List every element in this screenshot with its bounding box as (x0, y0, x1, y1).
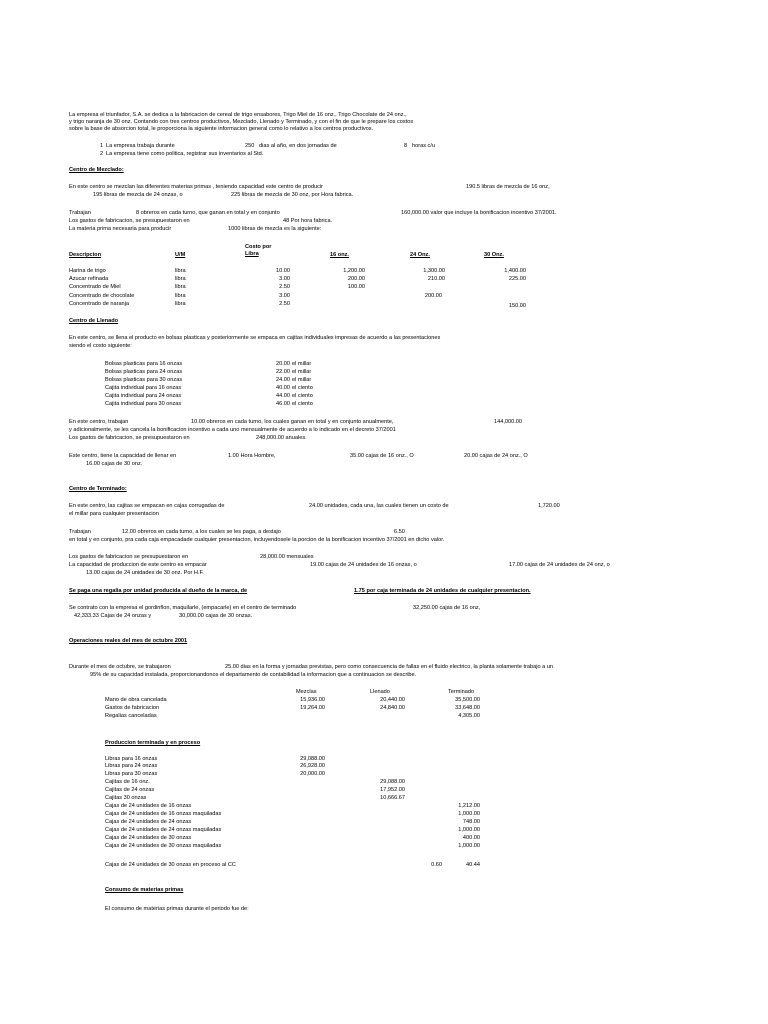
row-desc: Libras para 16 onzas (105, 756, 158, 762)
row-desc: Cajas de 24 unidades de 30 onzas (105, 835, 192, 841)
llenado-cap-b: 1.00 Hora Hombre, (228, 453, 276, 459)
row-30: 225.00 (508, 276, 526, 282)
row-mezclas: 20,000.00 (300, 771, 325, 777)
terminado-gastos-b: 28,000.00 mensuales (260, 554, 314, 560)
item-unit: el millar (292, 361, 312, 367)
row-costo: 2.50 (279, 301, 290, 307)
row-30: 1,400.00 (504, 268, 526, 274)
intro-line-1: La empresa el triunfador, S.A. se dedica a la fabricacion de cereal de trigo ensabores, Trigo Miel de 16 onz., Trigo Chocolate de 24 onz., (69, 112, 407, 118)
row-desc: Regalias canceladas (105, 713, 157, 719)
general-item-1-days: 250 (245, 143, 255, 149)
row-desc: Libras para 24 onzas (105, 763, 158, 769)
col-costo-line1: Costo por (245, 244, 272, 250)
row-terminado: 1,212.00 (458, 803, 480, 809)
row-llenado: 29,088.00 (380, 779, 405, 785)
regalia-text: Se paga una regalia por unidad producida al dueño de la marca, de (69, 588, 248, 594)
row-mezclas: 19,264.00 (300, 705, 325, 711)
llenado-cap-a: Este centro, tiene la capacidad de llenar en (69, 453, 177, 459)
col-24-onz: 24 Onz. (410, 252, 430, 258)
item-val: 22.00 (276, 369, 290, 375)
item-desc: Cajita individual para 30 onzas (105, 401, 182, 407)
row-llenado: 10,666.67 (380, 795, 405, 801)
contrato-d: 30,000.00 cajas de 30 onzas. (179, 613, 253, 619)
row-terminado: 400.00 (462, 835, 480, 841)
row-costo: 2.50 (279, 284, 290, 290)
llenado-heading: Centro de Llenado (69, 318, 119, 324)
row-16: 100.00 (347, 284, 365, 290)
row-terminado: 35,500.00 (455, 697, 480, 703)
terminado-cap-c: 17.00 cajas de 24 unidades de 24 onz, o (509, 562, 610, 568)
row-mezclas: 29,088.00 (300, 756, 325, 762)
mezclado-trab-b: 8 obreros en cada turno, que ganan en total y en conjunto (136, 210, 280, 216)
row-terminado: 748.00 (462, 819, 480, 825)
col-mezclas: Mezclas (296, 689, 317, 695)
general-item-1-num: 1 (100, 143, 104, 149)
terminado-cap-a: La capacidad de produccion de este centro es empacar (69, 562, 207, 568)
llenado-trab-b: 10.00 obreros en cada turno, los cuales ganan en total y en conjunto anualmente, (191, 419, 394, 425)
row-desc: Concentrado de naranja (69, 301, 130, 307)
contrato-a: Se contrato con la empresa el gordinflon, maquilarle, (empacarle) en el centro de terminado (69, 605, 297, 611)
mezclado-heading: Centro de Mezclado: (69, 167, 124, 173)
general-item-2-num: 2 (100, 151, 104, 157)
mezclado-p1c: 195 libras de mezcla de 24 onzas, o (93, 192, 183, 198)
col-16-onz: 16 onz. (330, 252, 349, 258)
row-um: libra (175, 293, 186, 299)
contrato-b: 32,250.00 cajas de 16 onz, (413, 605, 481, 611)
item-unit: el millar (292, 377, 312, 383)
row-desc: Libras para 30 onzas (105, 771, 158, 777)
terminado-trab-c: 6.50 (394, 529, 405, 535)
operaciones-heading: Operaciones reales del mes de octubre 2001 (69, 638, 188, 644)
mezclado-mp-b: 1000 libras de mezcla es la siguiente: (228, 226, 322, 232)
llenado-p1a: En este centro, se llena el producto en bolsas plasticas y posteriormente se empaca en cajitas individuales impresas de acuerdo a las presentaciones (69, 335, 441, 341)
general-item-1-hours: 8 (404, 143, 408, 149)
mezclado-mp-a: La materia prima necesaria para producir (69, 226, 172, 232)
mezclado-p1d: 225 libras de mezcla de 30 onz, por Hora fabrica. (231, 192, 354, 198)
item-desc: Cajita individual para 24 onzas (105, 393, 182, 399)
operaciones-p1b: 25.00 dias en la forma y jornadas previstas, pero como consecuencia de fallas en el fluido electrico, la planta solamente trabajo a un (225, 664, 554, 670)
contrato-c: 42,333.33 Cajas de 24 onzas y (74, 613, 152, 619)
item-unit: el ciento (292, 385, 313, 391)
mezclado-trab-c: 160,000.00 valor que incluye la bonificacion incentivo 37/2001. (401, 210, 557, 216)
general-item-1-text: La empresa trabaja durante (106, 143, 175, 149)
item-val: 46.00 (276, 401, 290, 407)
proceso-desc: Cajas de 24 unidades de 30 onzas en proceso al CC (105, 862, 236, 868)
row-terminado: 4,305.00 (458, 713, 480, 719)
row-desc: Concentrado de chocolate (69, 293, 135, 299)
llenado-trab-a: En este centro, trabajan (69, 419, 129, 425)
row-costo: 10.00 (276, 268, 290, 274)
item-val: 40.00 (276, 385, 290, 391)
intro-line-2: y trigo naranja de 30 onz. Contando con tres centros productivos, Mezclado, Llenado y Terminado, y con el fin de que le prepare los costos (69, 119, 414, 125)
row-24: 1,300.00 (423, 268, 445, 274)
row-mezclas: 26,928.00 (300, 763, 325, 769)
terminado-p1a: En este centro, las cajitas se empacan en cajas corrugadas de (69, 503, 225, 509)
row-desc: Harina de trigo (69, 268, 106, 274)
proceso-val: 40.44 (466, 862, 480, 868)
llenado-trab-c: 144,000.00 (494, 419, 522, 425)
item-val: 20.00 (276, 361, 290, 367)
terminado-p1b: 24.00 unidades, cada una, las cuales tienen un costo de (309, 503, 449, 509)
row-24: 200.00 (424, 293, 442, 299)
row-desc: Cajas de 24 unidades de 24 onzas (105, 819, 192, 825)
llenado-gastos-a: Los gastos de fabricacion, se presupuestaron en (69, 435, 190, 441)
col-costo-line2: Libra (245, 251, 259, 257)
row-terminado: 1,000.00 (458, 827, 480, 833)
consumo-p1: El consumo de materias primas durante el periodo fue de: (105, 906, 249, 912)
mezclado-p1a: En este centro se mezclan las diferentes materias primas , teniendo capacidad este centro de producir (69, 184, 324, 190)
row-desc: Gastos de fabricacion (105, 705, 160, 711)
item-unit: el millar (292, 369, 312, 375)
col-descripcion: Descripcion (69, 252, 102, 258)
row-desc: Cajas de 24 unidades de 30 onzas maquiladas (105, 843, 222, 849)
proceso-pct: 0.60 (431, 862, 442, 868)
item-desc: Cajita individual para 16 onzas (105, 385, 182, 391)
terminado-heading: Centro de Terminado: (69, 486, 127, 492)
terminado-cap-d: 13.00 cajas de 24 unidades de 30 onz. Por H.F. (86, 570, 204, 576)
col-llenado: Llenado (370, 689, 390, 695)
general-item-1-rest: dias al año, en dos jornadas de (259, 143, 337, 149)
mezclado-gastos-b: 48 Por hora fabrica. (283, 218, 333, 224)
row-desc: Mano de obra cancelada (105, 697, 167, 703)
row-um: libra (175, 284, 186, 290)
col-30-onz: 30 Onz. (484, 252, 504, 258)
general-item-2-text: La empresa tiene como politica, registrar sus inventarios al Std. (106, 151, 264, 157)
item-unit: el ciento (292, 401, 313, 407)
llenado-trab-d: y adicionalmente, se les cancela la bonificacion incentivo a cada uno mensualmente de acuerdo a lo indicado en el decreto 37/2001 (69, 427, 396, 433)
mezclado-gastos-a: Los gastos de fabricacion, se presupuestaron en (69, 218, 190, 224)
terminado-p1c: 1,720.00 (538, 503, 560, 509)
row-desc: Cajitas de 16 onz. (105, 779, 150, 785)
item-desc: Bolsas plasticas para 24 onzas (105, 369, 183, 375)
terminado-cap-b: 19.00 cajas de 24 unidades de 16 onzas, o (310, 562, 417, 568)
row-desc: Cajas de 24 unidades de 16 onzas maquiladas (105, 811, 222, 817)
terminado-trab-b: 12.00 obreros en cada turno, a los cuales se les paga, a destajo (122, 529, 281, 535)
row-desc: Cajas de 24 unidades de 16 onzas (105, 803, 192, 809)
row-desc: Cajas de 24 unidades de 24 onzas maquiladas (105, 827, 222, 833)
terminado-p1d: el millar para cualquier presentacion (69, 511, 159, 517)
row-llenado: 20,440.00 (380, 697, 405, 703)
terminado-gastos-a: Los gastos de fabricacion se presupuestaron en (69, 554, 189, 560)
row-llenado: 24,840.00 (380, 705, 405, 711)
item-desc: Bolsas plasticas para 16 onzas (105, 361, 183, 367)
row-terminado: 33,648.00 (455, 705, 480, 711)
row-costo: 3.00 (279, 276, 290, 282)
intro-line-3: sobre la base de absorcion total, le proporciona la siguiente informacion general como lo relativo a los centros productivos. (69, 126, 374, 132)
row-mezclas: 15,936.00 (300, 697, 325, 703)
row-um: libra (175, 268, 186, 274)
llenado-gastos-b: 248,000.00 anuales. (256, 435, 307, 441)
operaciones-p1a: Durante el mes de octubre, se trabajaron (69, 664, 171, 670)
terminado-trab-d: en total y en conjunto, pra cada caja empacadade cualquier presentacion, incluyendosele la porcion de la bonificacion incentivo 37/2001 en dicho valor. (69, 537, 445, 543)
operaciones-p1c: 95% de su capacidad instalada, proporcionandonos el departamento de contabilidad la informacion que a continuacion se describe. (90, 672, 417, 678)
llenado-cap-c: 35.00 cajas de 16 onz., O (350, 453, 414, 459)
regalia-value: 1.75 por caja terminada de 24 unidades de cualquier presentacion. (354, 588, 531, 594)
row-desc: Cajitas 30 onzas (105, 795, 147, 801)
row-terminado: 1,000.00 (458, 811, 480, 817)
row-16: 1,200.00 (343, 268, 365, 274)
general-item-1-hours-unit: horas c/u (412, 143, 436, 149)
row-terminado: 1,000.00 (458, 843, 480, 849)
col-um: U/M (175, 252, 186, 258)
row-30: 150.00 (508, 303, 526, 309)
row-24: 210.00 (427, 276, 445, 282)
consumo-heading: Consumo de materias primas (105, 887, 184, 893)
llenado-cap-e: 16.00 cajas de 30 onz. (86, 461, 143, 467)
item-val: 44.00 (276, 393, 290, 399)
col-terminado: Terminado (448, 689, 475, 695)
item-val: 24.00 (276, 377, 290, 383)
row-desc: Cajitas de 24 onzas (105, 787, 155, 793)
item-unit: el ciento (292, 393, 313, 399)
produccion-heading: Produccion terminada y en proceso (105, 740, 201, 746)
row-desc: Concentrado de Miel (69, 284, 121, 290)
llenado-cap-d: 20.00 cajas de 24 onz., O (464, 453, 528, 459)
row-16: 200.00 (347, 276, 365, 282)
mezclado-trab-a: Trabajan (69, 210, 91, 216)
llenado-p1b: siendo el costo siguiente: (69, 343, 132, 349)
row-costo: 3.00 (279, 293, 290, 299)
terminado-trab-a: Trabajan (69, 529, 91, 535)
row-desc: Azucar refinada (69, 276, 109, 282)
row-um: libra (175, 276, 186, 282)
item-desc: Bolsas plasticas para 30 onzas (105, 377, 183, 383)
row-um: libra (175, 301, 186, 307)
row-llenado: 17,952.00 (380, 787, 405, 793)
mezclado-p1b: 190.5 libras de mezcla de 16 onz, (466, 184, 550, 190)
